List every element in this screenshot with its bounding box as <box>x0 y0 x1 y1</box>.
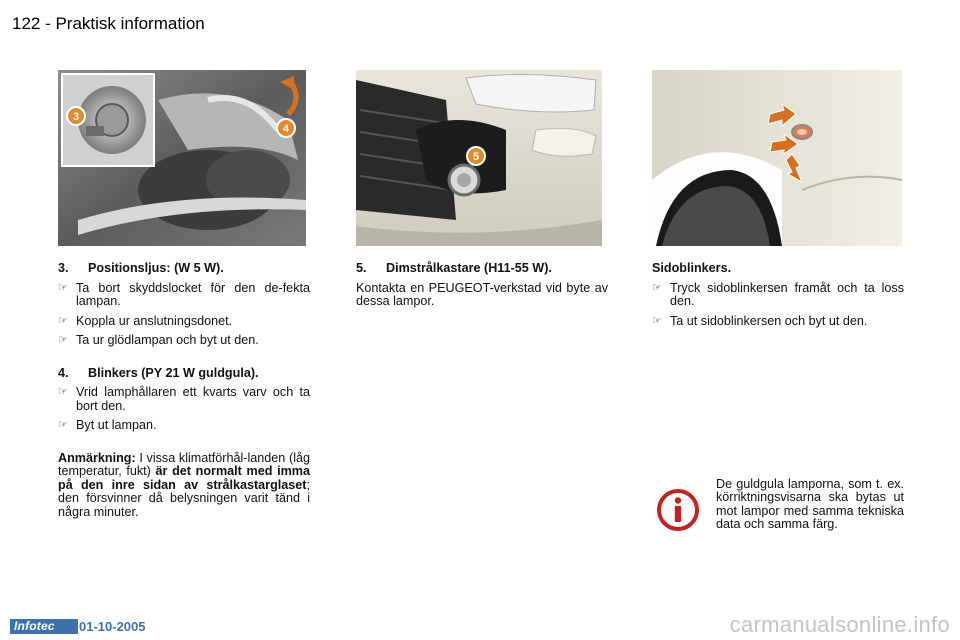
note-text-before: I vissa klimatförhål-landen (låg temperatur, fukt) <box>58 450 310 478</box>
section-4-step: ☞ Byt ut lampan. <box>58 418 157 432</box>
fog-lamp-photo <box>356 70 602 246</box>
section-3-title: Positionsljus: (W 5 W). <box>88 261 224 275</box>
sidoblinkers-heading: Sidoblinkers. <box>652 261 732 275</box>
sidoblinkers-step: ☞ Ta ut sidoblinkersen och byt ut den. <box>652 313 868 328</box>
pointing-hand-icon: ☞ <box>652 281 662 294</box>
section-3-number: 3. <box>58 261 69 275</box>
section-4-heading <box>58 367 310 381</box>
column-dimstralkastare <box>356 262 608 309</box>
info-note-box <box>652 478 904 550</box>
note-bold-text: är det normalt med imma på den inre sidan av strålkastarglaset <box>58 464 310 492</box>
page-title: 122 - Praktisk information <box>12 14 205 33</box>
sidoblinkers-step: ☞ Tryck sidoblinkersen framåt och ta loss den. <box>652 280 904 308</box>
section-5-heading <box>356 262 608 276</box>
section-5-title: Dimstrålkastare (H11-55 W). <box>386 261 552 275</box>
section-4-number: 4. <box>58 365 69 380</box>
info-icon <box>656 488 700 532</box>
section-5-text: Kontakta en PEUGEOT-verkstad vid byte av dessa lampor. <box>356 280 608 308</box>
column-sidoblinkers <box>652 262 904 334</box>
section-4-step: ☞ Vrid lamphållaren ett kvarts varv och ta bort den. <box>58 385 310 413</box>
pointing-hand-icon: ☞ <box>58 281 68 294</box>
section-3-step: ☞ Ta ur glödlampan och byt ut den. <box>58 333 259 347</box>
note-label: Anmärkning: <box>58 450 136 465</box>
pointing-hand-icon: ☞ <box>58 314 68 327</box>
note-text-after: ; den försvinner då belysningen varit tänd i några minuter. <box>58 477 310 519</box>
section-3-step: ☞ Ta bort skyddslocket för den de-fekta lampan. <box>58 280 310 308</box>
section-3-step: ☞ Koppla ur anslutningsdonet. <box>58 313 233 328</box>
anmarkning-note <box>58 452 310 520</box>
headlight-rear-photo <box>58 70 306 246</box>
callout-4-label: 4 <box>282 123 290 135</box>
column-positionsljus-blinkers <box>58 262 310 519</box>
pointing-hand-icon: ☞ <box>58 419 68 431</box>
callout-5-label: 5 <box>472 151 480 163</box>
footer-date: 01-10-2005 <box>79 619 146 634</box>
section-5-number: 5. <box>356 261 367 275</box>
pointing-hand-icon: ☞ <box>58 386 68 398</box>
section-3-heading <box>58 262 310 276</box>
pointing-hand-icon: ☞ <box>652 314 662 327</box>
callout-3-label: 3 <box>72 111 80 123</box>
watermark: carmanualsonline.info <box>729 612 950 637</box>
pointing-hand-icon: ☞ <box>58 334 68 346</box>
side-blinker-photo <box>652 70 902 246</box>
infotec-logo: Infotec <box>10 619 78 634</box>
section-4-title: Blinkers (PY 21 W guldgula). <box>88 365 259 380</box>
info-text: De guldgula lamporna, som t. ex. körriktningsvisarna ska bytas ut mot lampor med samma tekniska data och samma färg. <box>716 477 904 532</box>
